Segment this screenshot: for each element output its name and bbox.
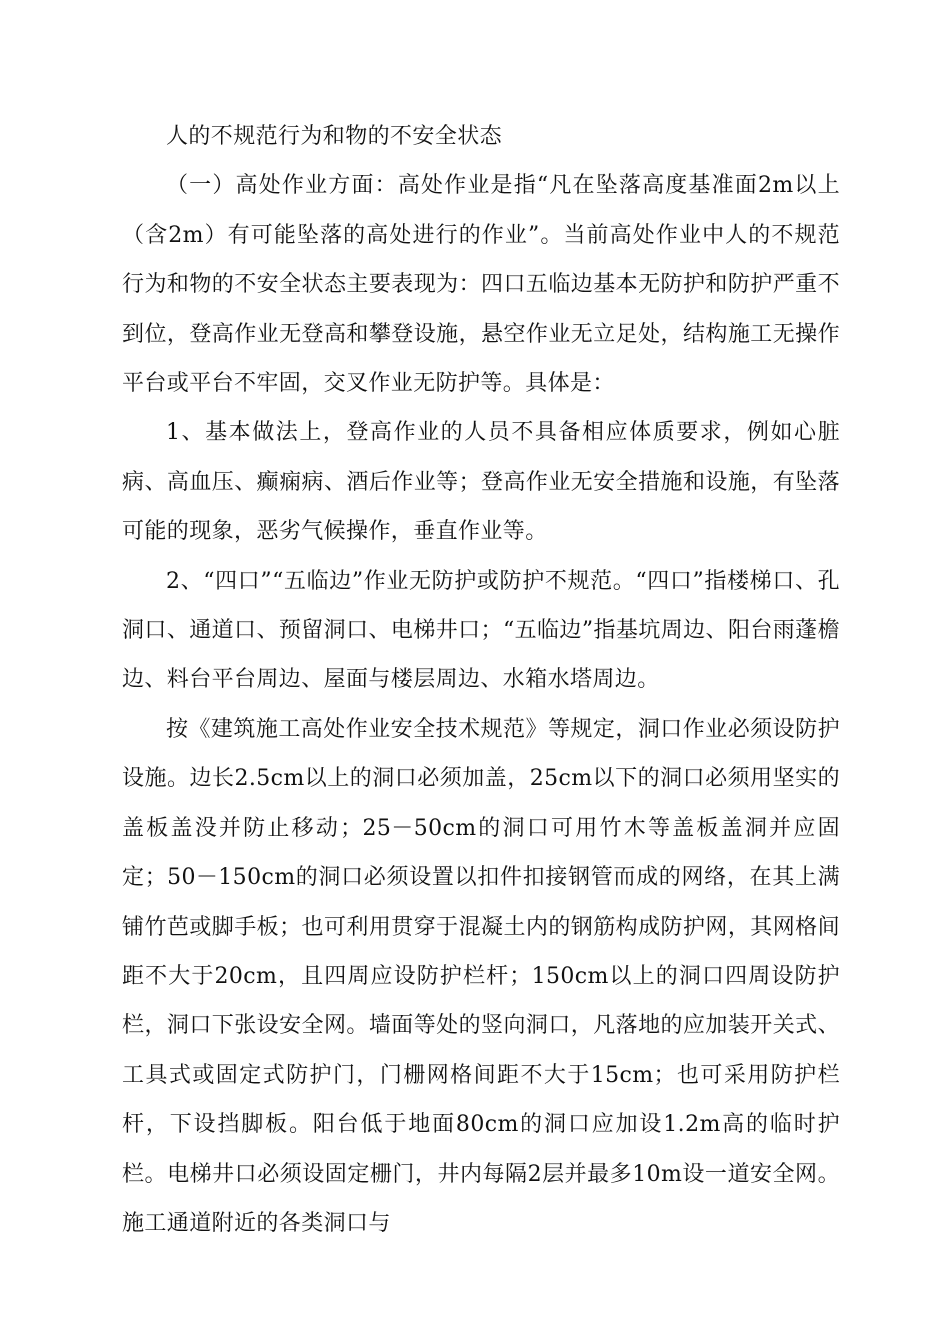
paragraph-high-altitude-work: （一）高处作业方面：高处作业是指“凡在坠落高度基准面2m以上（含2m）有可能坠落的高处进行的作业”。当前高处作业中人的不规范行为和物的不安全状态主要表现为：四口五临边基本无防护和防护严重不到位，登高作业无登高和攀登设施，悬空作业无立足处，结构施工无操作平台或平台不牢固，交叉作业无防护等。具体是： [122,173,840,397]
section-heading: 人的不规范行为和物的不安全状态 [166,124,503,149]
paragraph-basic-practice: 1、基本做法上，登高作业的人员不具备相应体质要求，例如心脏病、高血压、癫痫病、酒后作业等；登高作业无安全措施和设施，有坠落可能的现象，恶劣气候操作，垂直作业等。 [122,420,840,545]
paragraph-four-openings-five-edges: 2、“四口”“五临边”作业无防护或防护不规范。“四口”指楼梯口、孔洞口、通道口、预留洞口、电梯井口；“五临边”指基坑周边、阳台雨蓬檐边、料台平台周边、屋面与楼层周边、水箱水塔周边。 [122,568,840,693]
document-body [122,112,840,1248]
paragraph-opening-protection-rules: 按《建筑施工高处作业安全技术规范》等规定，洞口作业必须设防护设施。边长2.5cm以上的洞口必须加盖，25cm以下的洞口必须用坚实的盖板盖没并防止移动；25－50cm的洞口可用竹木等盖板盖洞并应固定；50－150cm的洞口必须设置以扣件扣接钢管而成的网络，在其上满铺竹芭或脚手板；也可利用贯穿于混凝土内的钢筋构成防护网，其网格间距不大于20cm，且四周应设防护栏杆；150cm以上的洞口四周设防护栏，洞口下张设安全网。墙面等处的竖向洞口，凡落地的应加装开关式、工具式或固定式防护门，门栅网格间距不大于15cm；也可采用防护栏杆，下设挡脚板。阳台低于地面80cm的洞口应加设1.2m高的临时护栏。电梯井口必须设固定栅门，井内每隔2层并最多10m设一道安全网。施工通道附近的各类洞口与 [122,716,840,1236]
